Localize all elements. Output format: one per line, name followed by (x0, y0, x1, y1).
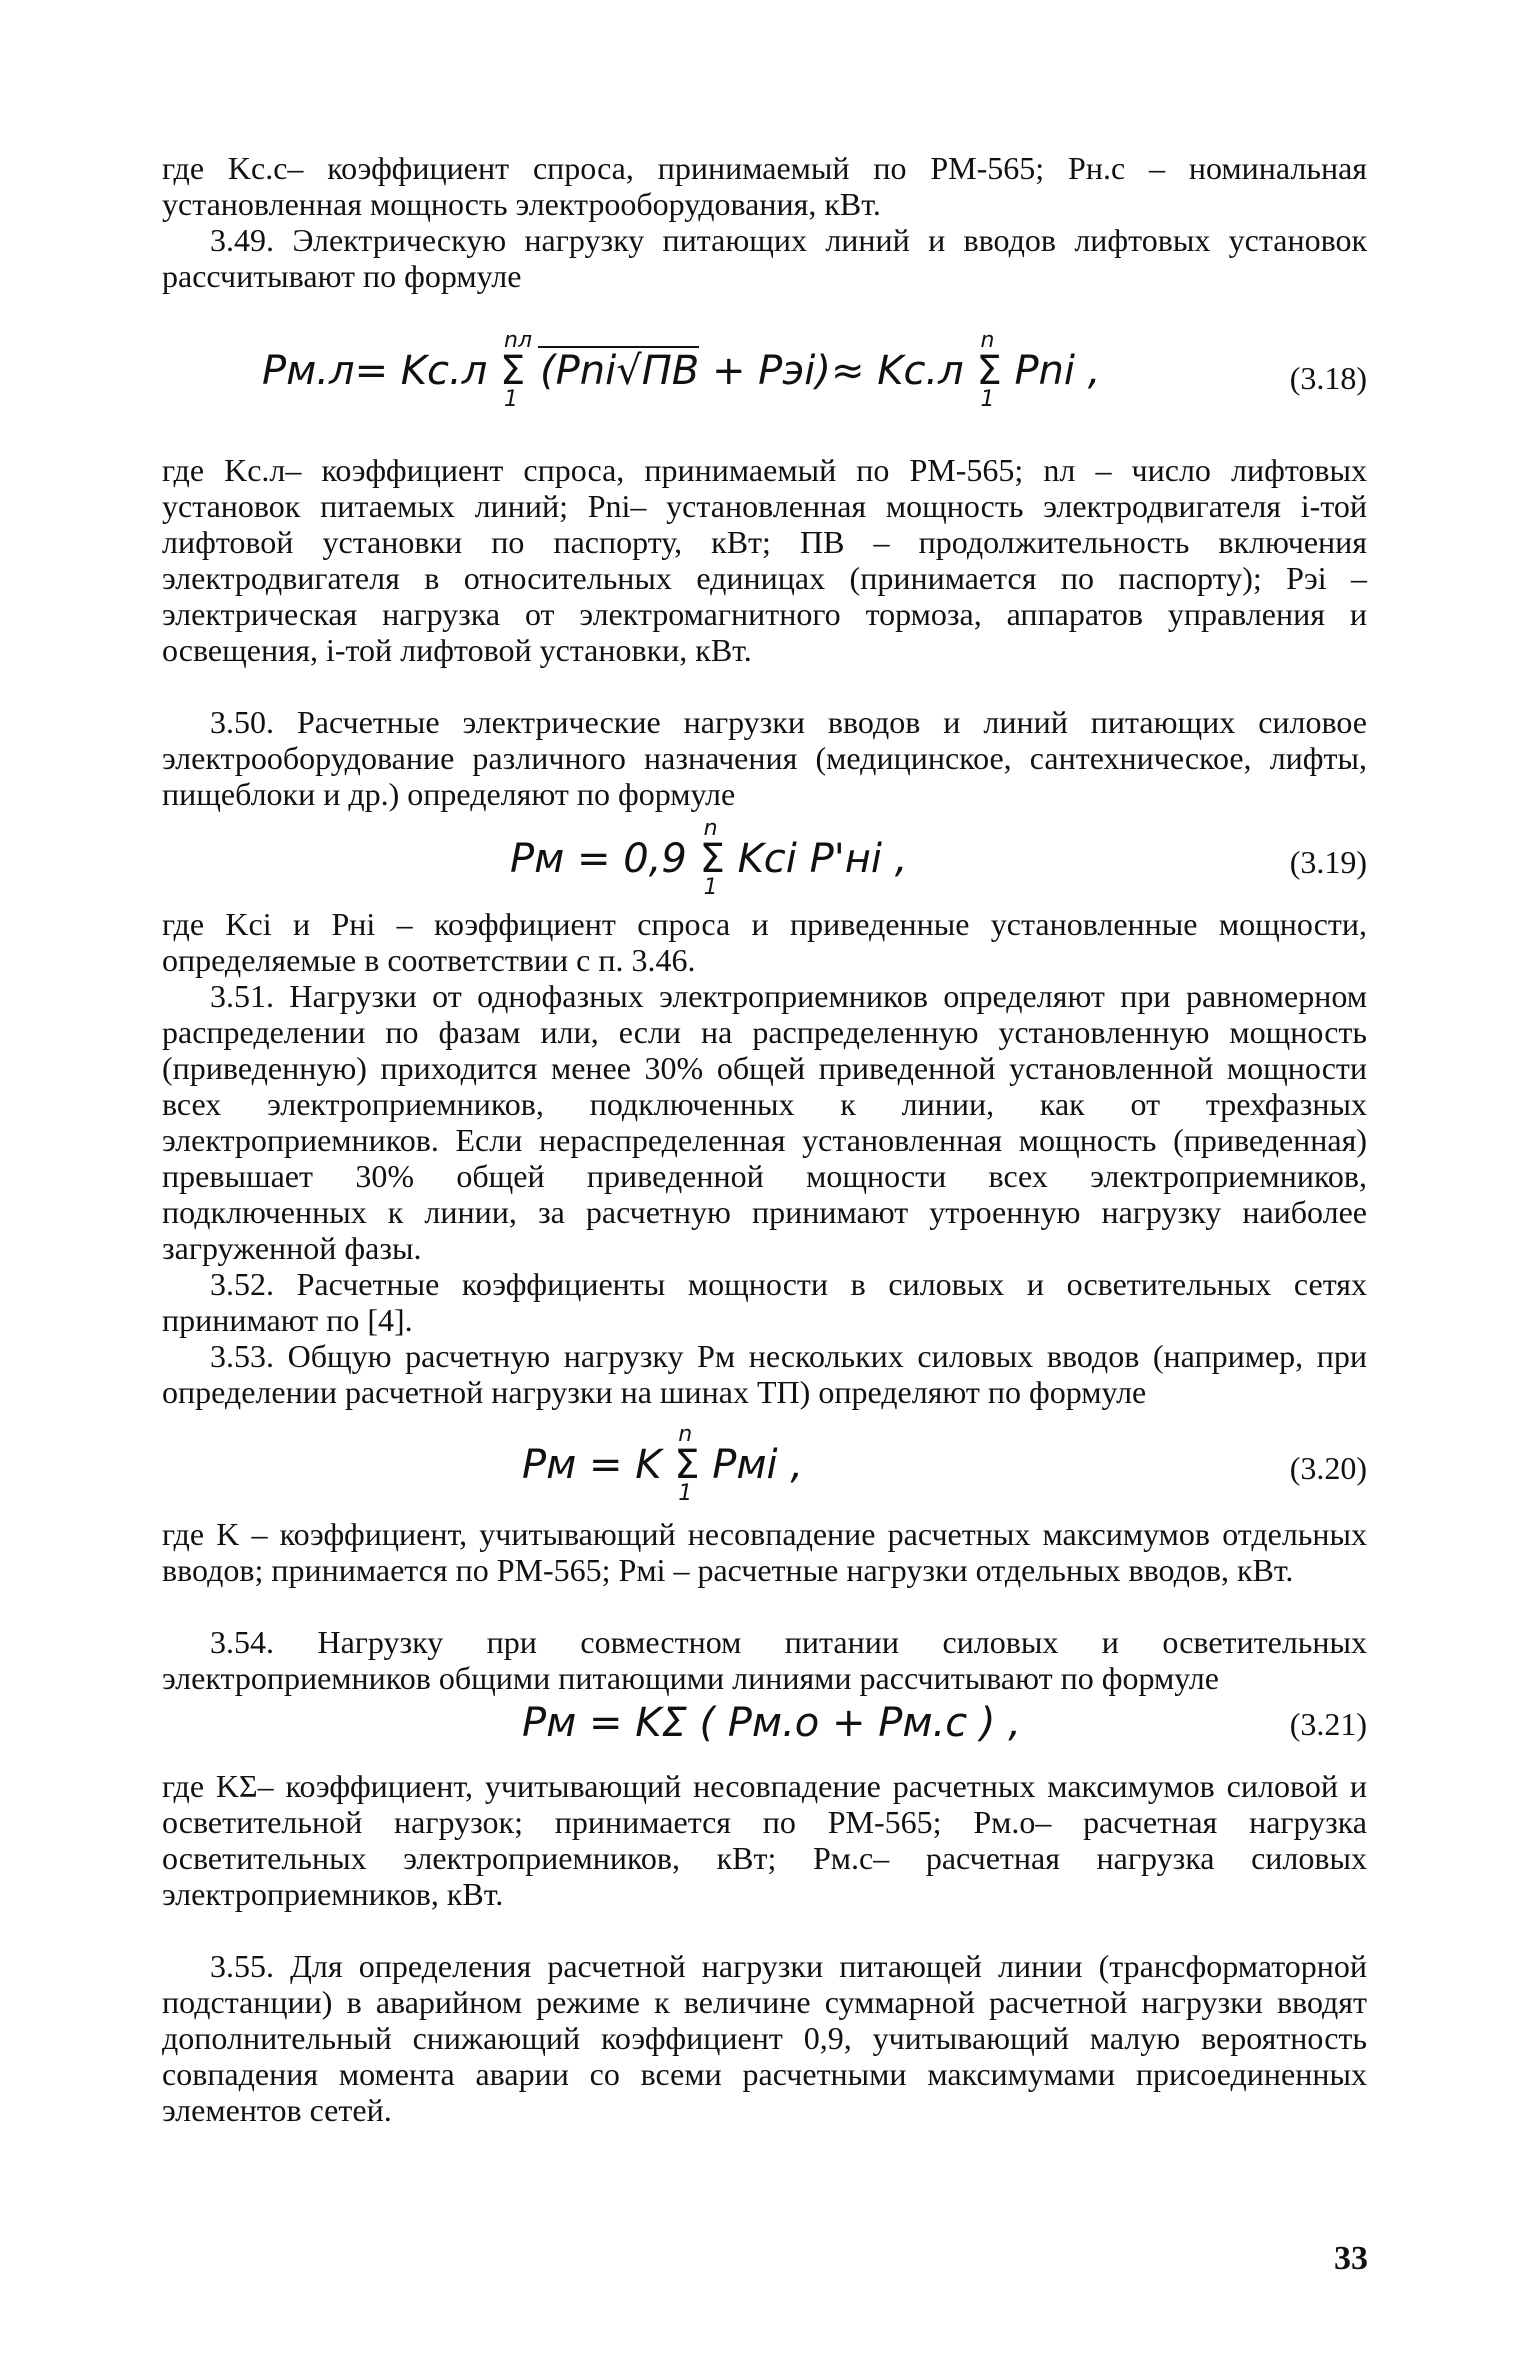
paragraph-3-51: 3.51. Нагрузки от однофазных электроприемников определяют при равномерном распределении по фазам или, если на распределенную установленную мощность (приведенную) приходится менее 30% общей приведенной установленной мощности всех электроприемников, подключенных к линии, как от трехфазных электроприемников. Если нераспределенная установленная мощность (приведенная) превышает 30% общей приведенной мощности всех электроприемников, подключенных к линии, за расчетную принимают утроенную нагрузку наиболее загруженной фазы. (162, 978, 1367, 1266)
formula-3-20-expression (522, 1422, 804, 1506)
document-page (162, 150, 1367, 2128)
paragraph-3-50: 3.50. Расчетные электрические нагрузки вводов и линий питающих силовое электрооборудование различного назначения (медицинское, сантехническое, лифты, пищеблоки и др.) определяют по формуле (162, 704, 1367, 812)
formula-3-21 (162, 1696, 1367, 1754)
sum-lower-limit: 1 (504, 387, 519, 412)
formula-3-19-rhs: Kci P'нi , (737, 836, 908, 882)
paragraph-3-54: 3.54. Нагрузку при совместном питании силовых и осветительных электроприемников общими питающими линиями рассчитывают по формуле (162, 1624, 1367, 1696)
formula-3-18 (162, 328, 1367, 418)
paragraph-k-definitions: где K – коэффициент, учитывающий несовпадение расчетных максимумов отдельных вводов; принимается по РМ-565; Pмi – расчетные нагрузки отдельных вводов, кВт. (162, 1516, 1367, 1588)
formula-3-21-expression: Pм = KΣ ( Pм.о + Pм.с ) , (522, 1700, 1021, 1746)
formula-3-18-lhs: Pм.л= Kс.л (262, 348, 488, 394)
paragraph-3-53: 3.53. Общую расчетную нагрузку Pм нескольких силовых вводов (например, при определении расчетной нагрузки на шинах ТП) определяют по формуле (162, 1338, 1367, 1410)
formula-3-18-expression (262, 328, 1101, 412)
formula-3-18-term-brake: + Pэi)≈ Kс.л (711, 348, 964, 394)
paragraph-3-55: 3.55. Для определения расчетной нагрузки питающей линии (трансформаторной подстанции) в аварийном режиме к величине суммарной расчетной нагрузки вводят дополнительный снижающий коэффициент 0,9, учитывающий малую вероятность совпадения момента аварии со всеми расчетными максимумами присоединенных элементов сетей. (162, 1948, 1367, 2128)
sum-sign: Σ (699, 836, 725, 882)
equation-number-3-19: (3.19) (1289, 844, 1367, 880)
formula-3-18-rhs: Pni , (1014, 348, 1101, 394)
formula-3-18-sum-first (500, 328, 533, 412)
sum-upper-limit: n (678, 1422, 693, 1447)
formula-3-20-rhs: Pмi , (712, 1442, 804, 1488)
sum-upper-limit: n (980, 328, 995, 353)
paragraph-demand-coefficient: где Kс.с– коэффициент спроса, принимаемый по РМ-565; Pн.с – номинальная установленная мощность электрооборудования, кВт. (162, 150, 1367, 222)
sum-lower-limit: 1 (703, 875, 718, 900)
formula-3-20-lhs: Pм = K (522, 1442, 662, 1488)
formula-3-19-lhs: Pм = 0,9 (510, 836, 687, 882)
formula-3-19-sum (699, 816, 725, 900)
paragraph-reduced-power-definitions: где Kci и Pнi – коэффициент спроса и приведенные установленные мощности, определяемые в соответствии с п. 3.46. (162, 906, 1367, 978)
formula-3-20 (162, 1422, 1367, 1506)
sum-lower-limit: 1 (678, 1481, 693, 1506)
formula-3-20-sum (674, 1422, 700, 1506)
formula-3-18-term: (Pni√ПВ (540, 348, 700, 394)
sum-sign: Σ (674, 1442, 700, 1488)
sum-upper-limit: nл (504, 328, 533, 353)
paragraph-3-52: 3.52. Расчетные коэффициенты мощности в силовых и осветительных сетях принимают по [4]. (162, 1266, 1367, 1338)
sum-lower-limit: 1 (980, 387, 995, 412)
sum-sign: Σ (500, 348, 526, 394)
formula-3-18-sum-second (976, 328, 1002, 412)
sum-upper-limit: n (703, 816, 718, 841)
paragraph-elevator-definitions: где Kс.л– коэффициент спроса, принимаемый по РМ-565; nл – число лифтовых установок питаемых линий; Pni– установленная мощность электродвигателя i-той лифтовой установки по паспорту, кВт; ПВ – продолжительность включения электродвигателя в относительных единицах (принимается по паспорту); Pэi – электрическая нагрузка от электромагнитного тормоза, аппаратов управления и освещения, i-той лифтовой установки, кВт. (162, 452, 1367, 668)
paragraph-ksum-definitions: где KΣ– коэффициент, учитывающий несовпадение расчетных максимумов силовой и осветительной нагрузок; принимается по РМ-565; Pм.о– расчетная нагрузка осветительных электроприемников, кВт; Pм.с– расчетная нагрузка силовых электроприемников, кВт. (162, 1768, 1367, 1912)
page-number: 33 (1334, 2240, 1368, 2277)
formula-3-19 (162, 816, 1367, 900)
equation-number-3-20: (3.20) (1289, 1450, 1367, 1486)
equation-number-3-21: (3.21) (1289, 1706, 1367, 1742)
formula-3-19-expression (510, 816, 908, 900)
paragraph-3-49: 3.49. Электрическую нагрузку питающих линий и вводов лифтовых установок рассчитывают по формуле (162, 222, 1367, 294)
sum-sign: Σ (976, 348, 1002, 394)
equation-number-3-18: (3.18) (1289, 360, 1367, 396)
